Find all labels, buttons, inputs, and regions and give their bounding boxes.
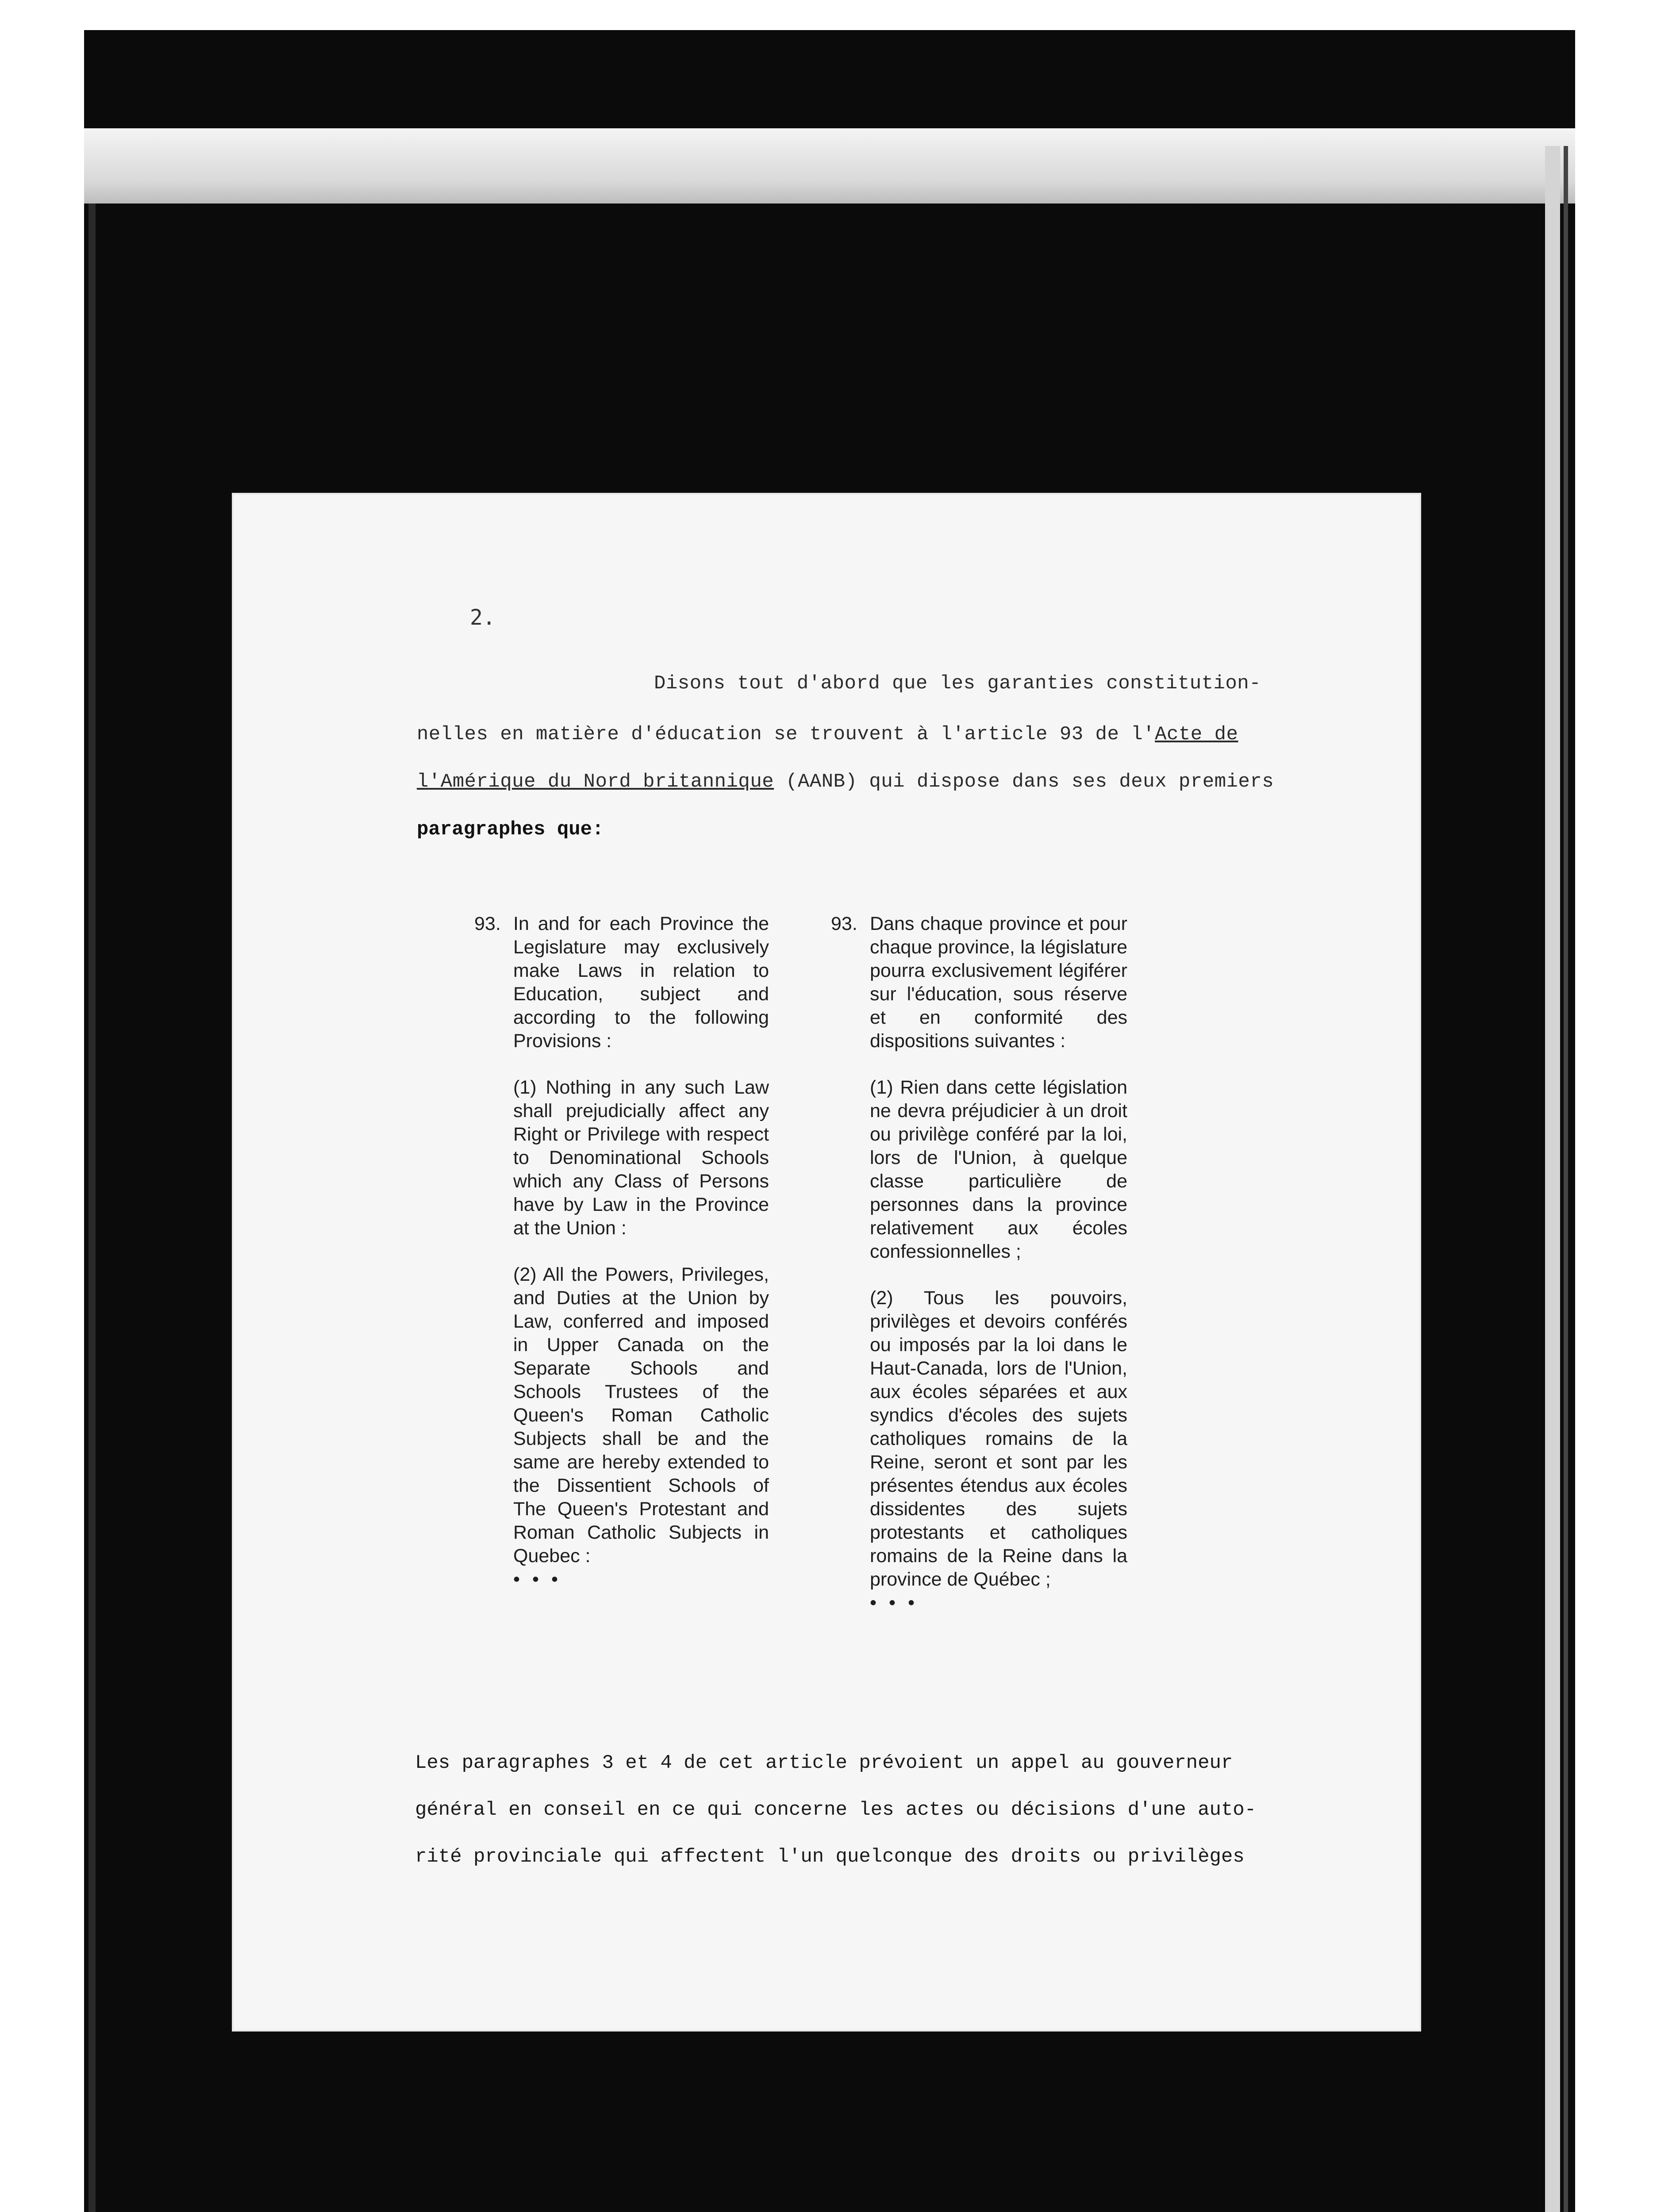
french-paragraph-2: (1) Rien dans cette législation ne devra préjudicier à un droit ou privilège conféré par la loi, lors de l'Union, à quelque classe particulière de personnes dans la province relativement aux écoles confessionnelles ; bbox=[870, 1077, 1127, 1262]
english-paragraph-1: In and for each Province the Legislature may exclusively make Laws in relation to Education, subject and according to the following Provisions : bbox=[513, 913, 769, 1052]
closing-line-2: général en conseil en ce qui concerne les actes ou décisions d'une auto- bbox=[415, 1799, 1257, 1821]
english-paragraph-3: (2) All the Powers, Privileges, and Duties at the Union by Law, conferred and imposed in Upper Canada on the Separate Schools and Schools Trustees of the Queen's Roman Catholic Subjects shall be and the same are hereby extended to the Dissentient Schools of The Queen's Protestant and Roman Catholic Subjects in Quebec : bbox=[513, 1264, 769, 1567]
page-number: 2. bbox=[470, 605, 496, 630]
french-paragraph-3: (2) Tous les pouvoirs, privilèges et devoirs conférés ou imposés par la loi dans le Haut-Canada, lors de l'Union, aux écoles séparées et aux syndics d'écoles des sujets catholiques romains de la Reine, seront et sont par les présentes étendus aux écoles dissidentes des sujets protestants et catholiques romains de la Reine dans la province de Québec ; bbox=[870, 1287, 1127, 1590]
closing-line-1: Les paragraphes 3 et 4 de cet article prévoient un appel au gouverneur bbox=[415, 1752, 1233, 1774]
french-paragraph-1: Dans chaque province et pour chaque province, la législature pourra exclusivement légiférer sur l'éducation, sous réserve et en conformité des dispositions suivantes : bbox=[870, 913, 1127, 1052]
intro-line-4: paragraphes que: bbox=[417, 818, 604, 841]
act-title-part1: Acte de bbox=[1155, 723, 1238, 745]
intro-line-3: l'Amérique du Nord britannique (AANB) qui dispose dans ses deux premiers bbox=[417, 771, 1274, 793]
film-top-edge bbox=[84, 128, 1575, 204]
closing-line-3: rité provinciale qui affectent l'un quelconque des droits ou privilèges bbox=[415, 1846, 1245, 1868]
act-title-part2: l'Amérique du Nord britannique bbox=[417, 771, 774, 793]
intro-line-2: nelles en matière d'éducation se trouvent à l'article 93 de l'Acte de bbox=[417, 723, 1238, 745]
english-column bbox=[474, 912, 769, 1591]
film-right-rail bbox=[1545, 146, 1560, 2212]
intro-line-1: Disons tout d'abord que les garanties constitution- bbox=[654, 672, 1261, 695]
english-section-number: 93. bbox=[474, 913, 501, 934]
film-left-rail bbox=[88, 204, 96, 2212]
film-right-rail-shadow bbox=[1564, 146, 1568, 2212]
french-ellipsis: • • • bbox=[870, 1592, 919, 1613]
english-paragraph-2: (1) Nothing in any such Law shall prejudicially affect any Right or Privilege with respect to Denominational Schools which any Class of Persons have by Law in the Province at the Union : bbox=[513, 1077, 769, 1239]
french-section-number: 93. bbox=[831, 913, 857, 934]
english-ellipsis: • • • bbox=[513, 1569, 562, 1590]
french-column bbox=[831, 912, 1127, 1615]
